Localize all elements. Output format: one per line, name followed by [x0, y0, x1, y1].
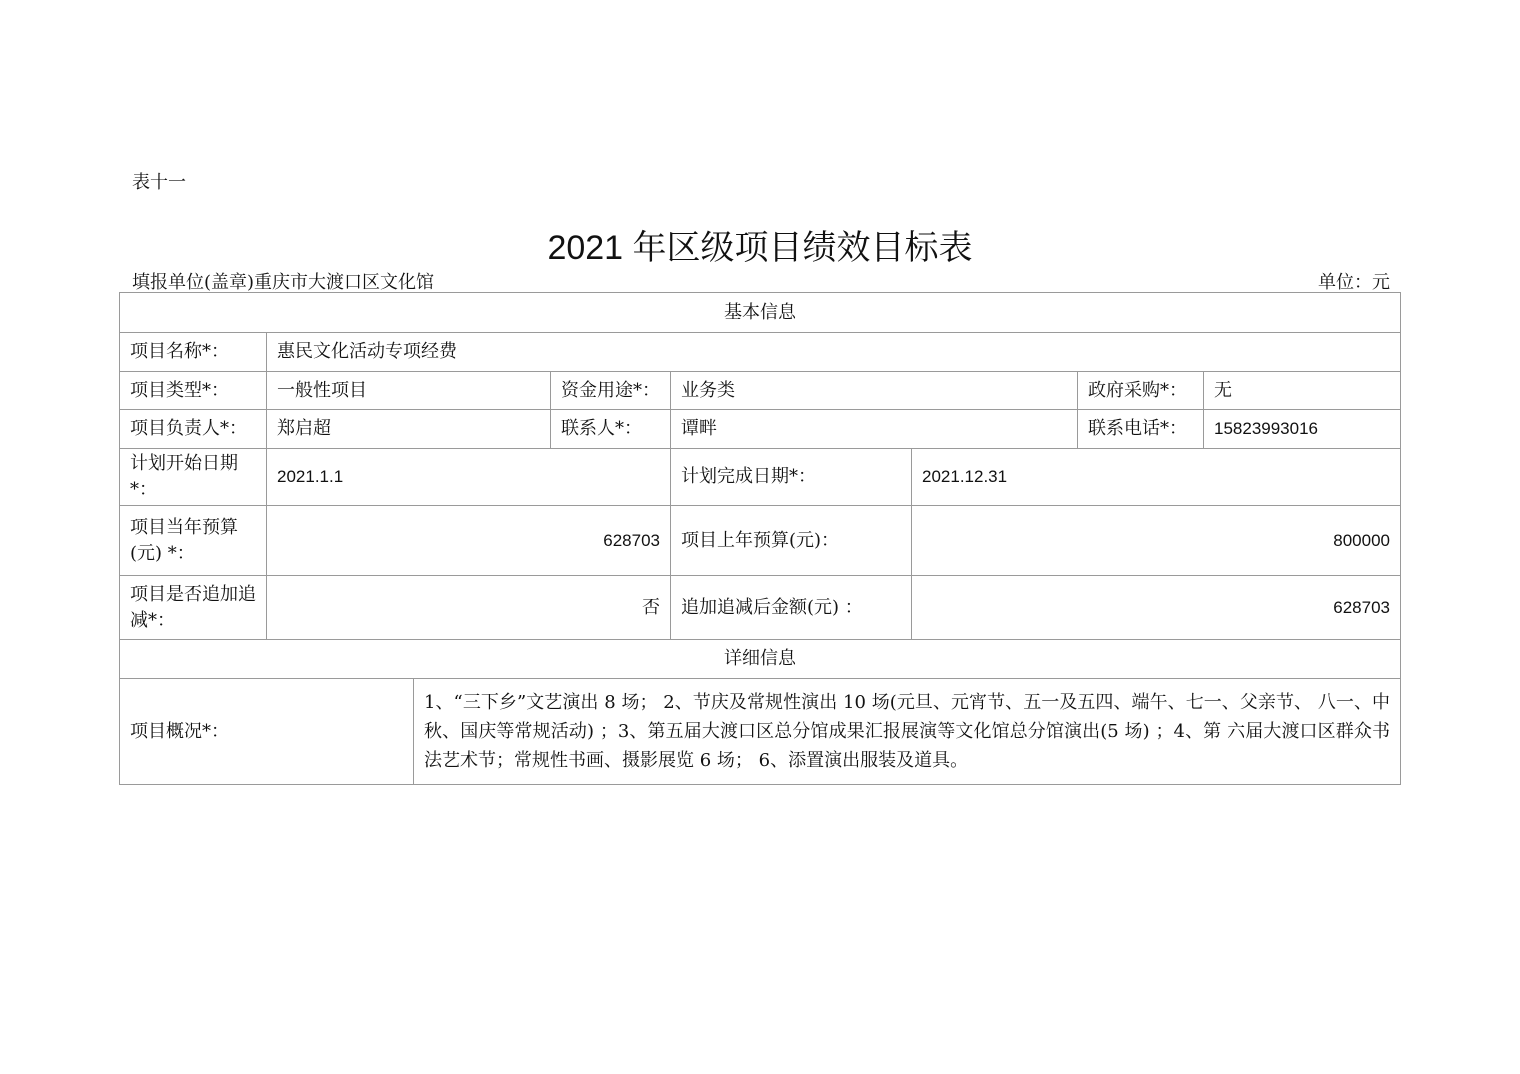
adjusted-amount-label: 追加追减后金额(元) ：: [671, 576, 912, 640]
contact-value: 谭畔: [671, 410, 1078, 449]
currency-unit: 单位：元: [1318, 272, 1390, 293]
adjusted-amount-value: 628703: [912, 576, 1401, 640]
budget-value: 628703: [267, 506, 671, 576]
last-budget-label: 项目上年预算(元)：: [671, 506, 912, 576]
start-date-value: 2021.1.1: [267, 449, 671, 506]
performance-target-table: [119, 292, 1401, 785]
gov-purchase-value: 无: [1204, 372, 1401, 410]
page-title: 2021 年区级项目绩效目标表: [547, 229, 973, 267]
section-basic-info: 基本信息: [120, 293, 1401, 333]
contact-label: 联系人*：: [551, 410, 671, 449]
leader-label: 项目负责人*：: [120, 410, 267, 449]
last-budget-value: 800000: [912, 506, 1401, 576]
end-date-label: 计划完成日期*：: [671, 449, 912, 506]
overview-label: 项目概况*：: [120, 679, 414, 785]
project-name-label: 项目名称*：: [120, 333, 267, 372]
table-number: 表十一: [132, 172, 186, 193]
budget-label: 项目当年预算(元) *：: [120, 506, 267, 576]
gov-purchase-label: 政府采购*：: [1078, 372, 1204, 410]
project-type-value: 一般性项目: [267, 372, 551, 410]
section-detail-info: 详细信息: [120, 640, 1401, 679]
overview-value: 1、“三下乡”文艺演出 8 场； 2、节庆及常规性演出 10 场(元旦、元宵节、五一及五四、端午、七一、父亲节、 八一、中秋、国庆等常规活动) ；3、第五届大渡口区总分馆成果汇报展演等文化馆总分馆演出(5 场) ；4、第 六届大渡口区群众书法艺术节；常规性书画、摄影展览 6 场； 6、添置演出服装及道具。: [414, 679, 1401, 785]
adjust-value: 否: [267, 576, 671, 640]
fund-use-value: 业务类: [671, 372, 1078, 410]
project-type-label: 项目类型*：: [120, 372, 267, 410]
start-date-label: 计划开始日期*：: [120, 449, 267, 506]
end-date-value: 2021.12.31: [912, 449, 1401, 506]
adjust-label: 项目是否追加追减*：: [120, 576, 267, 640]
fund-use-label: 资金用途*：: [551, 372, 671, 410]
project-name-value: 惠民文化活动专项经费: [267, 333, 1401, 372]
phone-value: 15823993016: [1204, 410, 1401, 449]
leader-value: 郑启超: [267, 410, 551, 449]
phone-label: 联系电话*：: [1078, 410, 1204, 449]
reporting-unit: 填报单位(盖章)重庆市大渡口区文化馆: [132, 272, 435, 293]
